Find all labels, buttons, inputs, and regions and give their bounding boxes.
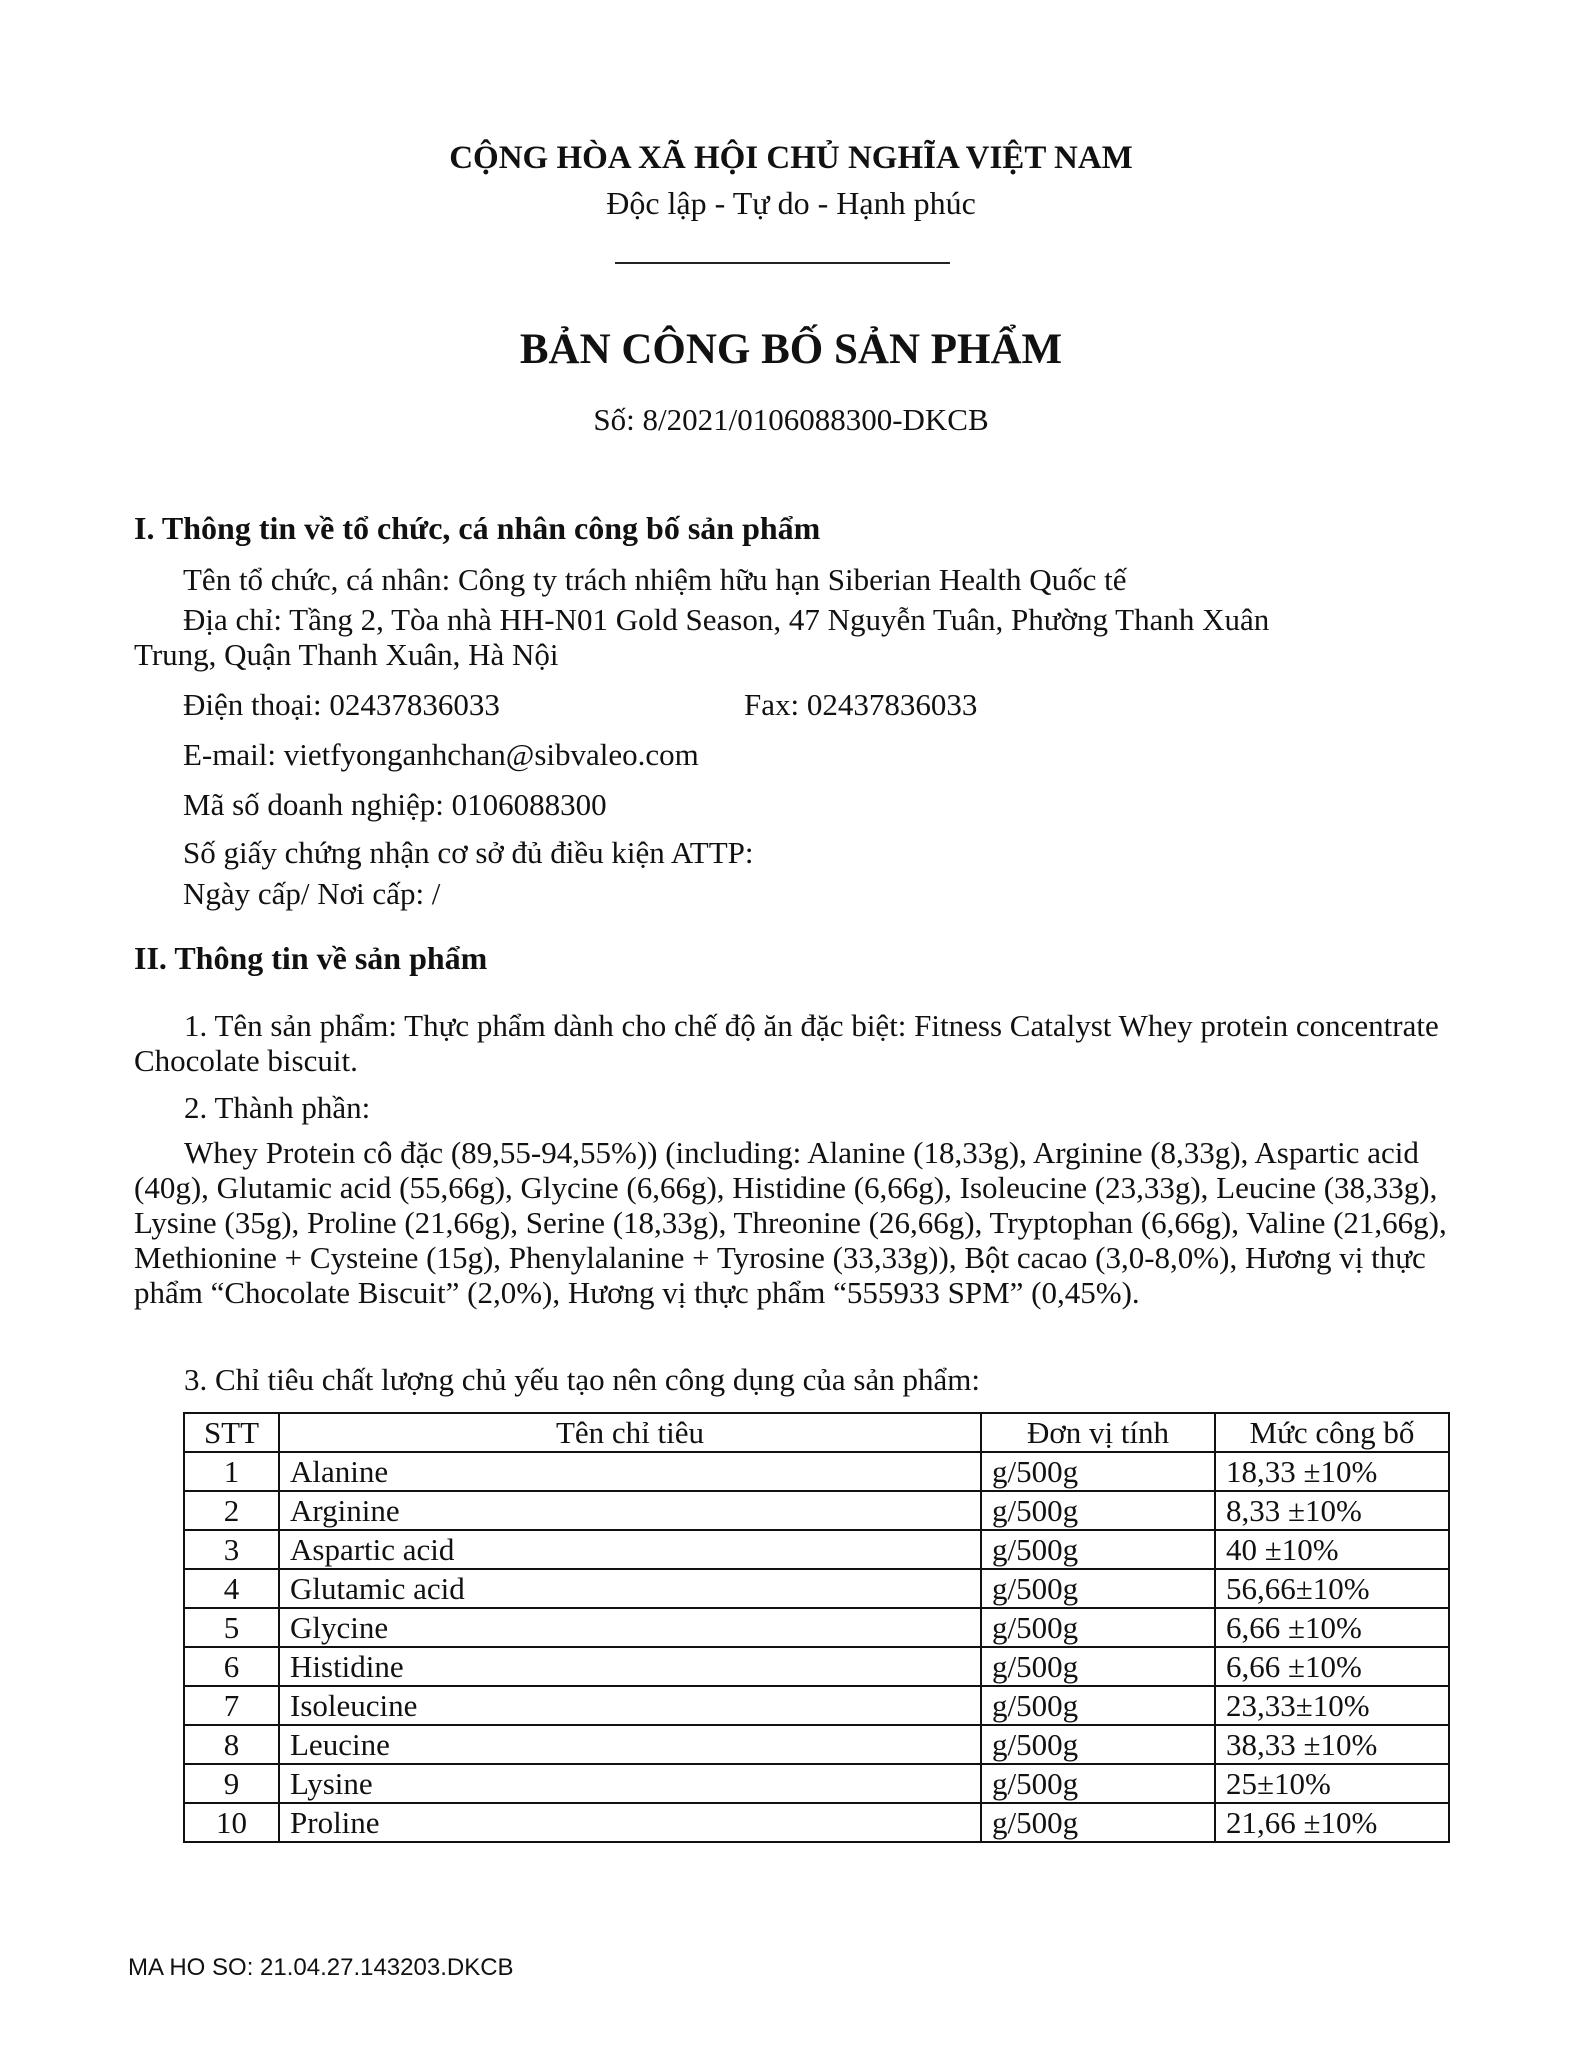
ingredients-label: 2. Thành phần:	[184, 1090, 371, 1125]
row-number: 7	[184, 1686, 279, 1725]
indicator-name: Proline	[279, 1803, 981, 1842]
quality-table	[183, 1412, 1450, 1843]
indicator-name: Glutamic acid	[279, 1569, 981, 1608]
row-number: 10	[184, 1803, 279, 1842]
indicator-name: Histidine	[279, 1647, 981, 1686]
table-row	[184, 1530, 1449, 1569]
document-number: Số: 8/2021/0106088300-DKCB	[593, 402, 989, 437]
ingredients-text: Whey Protein cô đặc (89,55-94,55%)) (including: Alanine (18,33g), Arginine (8,33g), Aspartic acid (40g), Glutamic acid (55,66g), Glycine (6,66g), Histidine (6,66g), Isoleucine (23,33g), Leucine (38,33g), Lysine (35g), Proline (21,66g), Serine (18,33g), Threonine (26,66g), Tryptophan (6,66g), Valine (21,66g), Methionine + Cysteine (15g), Phenylalanine + Tyrosine (33,33g)), Bột cacao (3,0-8,0%), Hương vị thực phẩm “Chocolate Biscuit” (2,0%), Hương vị thực phẩm “555933 SPM” (0,45%).	[134, 1135, 1447, 1310]
declared-level: 18,33 ±10%	[1215, 1452, 1449, 1491]
unit: g/500g	[981, 1491, 1215, 1530]
organization-name: Tên tổ chức, cá nhân: Công ty trách nhiệm hữu hạn Siberian Health Quốc tế	[183, 562, 1127, 597]
declared-level: 6,66 ±10%	[1215, 1608, 1449, 1647]
table-row	[184, 1452, 1449, 1491]
column-header-indicator: Tên chỉ tiêu	[279, 1413, 981, 1452]
dossier-code: MA HO SO: 21.04.27.143203.DKCB	[128, 1954, 514, 1981]
declared-level: 21,66 ±10%	[1215, 1803, 1449, 1842]
column-header-declared-level: Mức công bố	[1215, 1413, 1449, 1452]
indicator-name: Alanine	[279, 1452, 981, 1491]
tax-code: Mã số doanh nghiệp: 0106088300	[183, 787, 607, 822]
indicator-name: Arginine	[279, 1491, 981, 1530]
unit: g/500g	[981, 1803, 1215, 1842]
national-motto: Độc lập - Tự do - Hạnh phúc	[606, 185, 976, 221]
table-row	[184, 1647, 1449, 1686]
column-header-stt: STT	[184, 1413, 279, 1452]
declared-level: 8,33 ±10%	[1215, 1491, 1449, 1530]
table-row	[184, 1725, 1449, 1764]
ingredients-paragraph	[134, 1135, 1464, 1310]
declared-level: 56,66±10%	[1215, 1569, 1449, 1608]
indicator-name: Aspartic acid	[279, 1530, 981, 1569]
unit: g/500g	[981, 1686, 1215, 1725]
indicator-name: Leucine	[279, 1725, 981, 1764]
table-row	[184, 1491, 1449, 1530]
product-name-paragraph	[134, 1008, 1464, 1078]
table-row	[184, 1608, 1449, 1647]
unit: g/500g	[981, 1725, 1215, 1764]
indicator-name: Lysine	[279, 1764, 981, 1803]
column-header-unit: Đơn vị tính	[981, 1413, 1215, 1452]
fax-number: Fax: 02437836033	[744, 687, 978, 722]
row-number: 1	[184, 1452, 279, 1491]
declared-level: 6,66 ±10%	[1215, 1647, 1449, 1686]
national-title: CỘNG HÒA XÃ HỘI CHỦ NGHĨA VIỆT NAM	[449, 140, 1133, 176]
header-divider	[615, 262, 950, 264]
row-number: 2	[184, 1491, 279, 1530]
row-number: 8	[184, 1725, 279, 1764]
unit: g/500g	[981, 1764, 1215, 1803]
issue-date-place: Ngày cấp/ Nơi cấp: /	[183, 876, 441, 911]
address-line-2: Trung, Quận Thanh Xuân, Hà Nội	[134, 637, 559, 672]
quality-indicators-label: 3. Chỉ tiêu chất lượng chủ yếu tạo nên công dụng của sản phẩm:	[184, 1362, 980, 1397]
declared-level: 23,33±10%	[1215, 1686, 1449, 1725]
row-number: 9	[184, 1764, 279, 1803]
declared-level: 40 ±10%	[1215, 1530, 1449, 1569]
unit: g/500g	[981, 1569, 1215, 1608]
table-row	[184, 1569, 1449, 1608]
certificate-number: Số giấy chứng nhận cơ sở đủ điều kiện ATTP:	[183, 835, 754, 870]
unit: g/500g	[981, 1647, 1215, 1686]
document-title: BẢN CÔNG BỐ SẢN PHẨM	[519, 326, 1063, 373]
row-number: 6	[184, 1647, 279, 1686]
indicator-name: Isoleucine	[279, 1686, 981, 1725]
table-row	[184, 1686, 1449, 1725]
section-1-heading: I. Thông tin về tổ chức, cá nhân công bố sản phẩm	[134, 510, 821, 546]
product-name: 1. Tên sản phẩm: Thực phẩm dành cho chế độ ăn đặc biệt: Fitness Catalyst Whey protein concentrate Chocolate biscuit.	[134, 1008, 1439, 1078]
address-line-1: Địa chỉ: Tầng 2, Tòa nhà HH-N01 Gold Season, 47 Nguyễn Tuân, Phường Thanh Xuân	[183, 602, 1270, 637]
table-row	[184, 1803, 1449, 1842]
unit: g/500g	[981, 1452, 1215, 1491]
section-2-heading: II. Thông tin về sản phẩm	[134, 940, 488, 976]
phone-number: Điện thoại: 02437836033	[183, 687, 500, 722]
unit: g/500g	[981, 1530, 1215, 1569]
row-number: 4	[184, 1569, 279, 1608]
declared-level: 38,33 ±10%	[1215, 1725, 1449, 1764]
email-address: E-mail: vietfyonganhchan@sibvaleo.com	[183, 737, 699, 772]
unit: g/500g	[981, 1608, 1215, 1647]
indicator-name: Glycine	[279, 1608, 981, 1647]
table-row	[184, 1764, 1449, 1803]
row-number: 3	[184, 1530, 279, 1569]
table-header-row	[184, 1413, 1449, 1452]
row-number: 5	[184, 1608, 279, 1647]
declared-level: 25±10%	[1215, 1764, 1449, 1803]
